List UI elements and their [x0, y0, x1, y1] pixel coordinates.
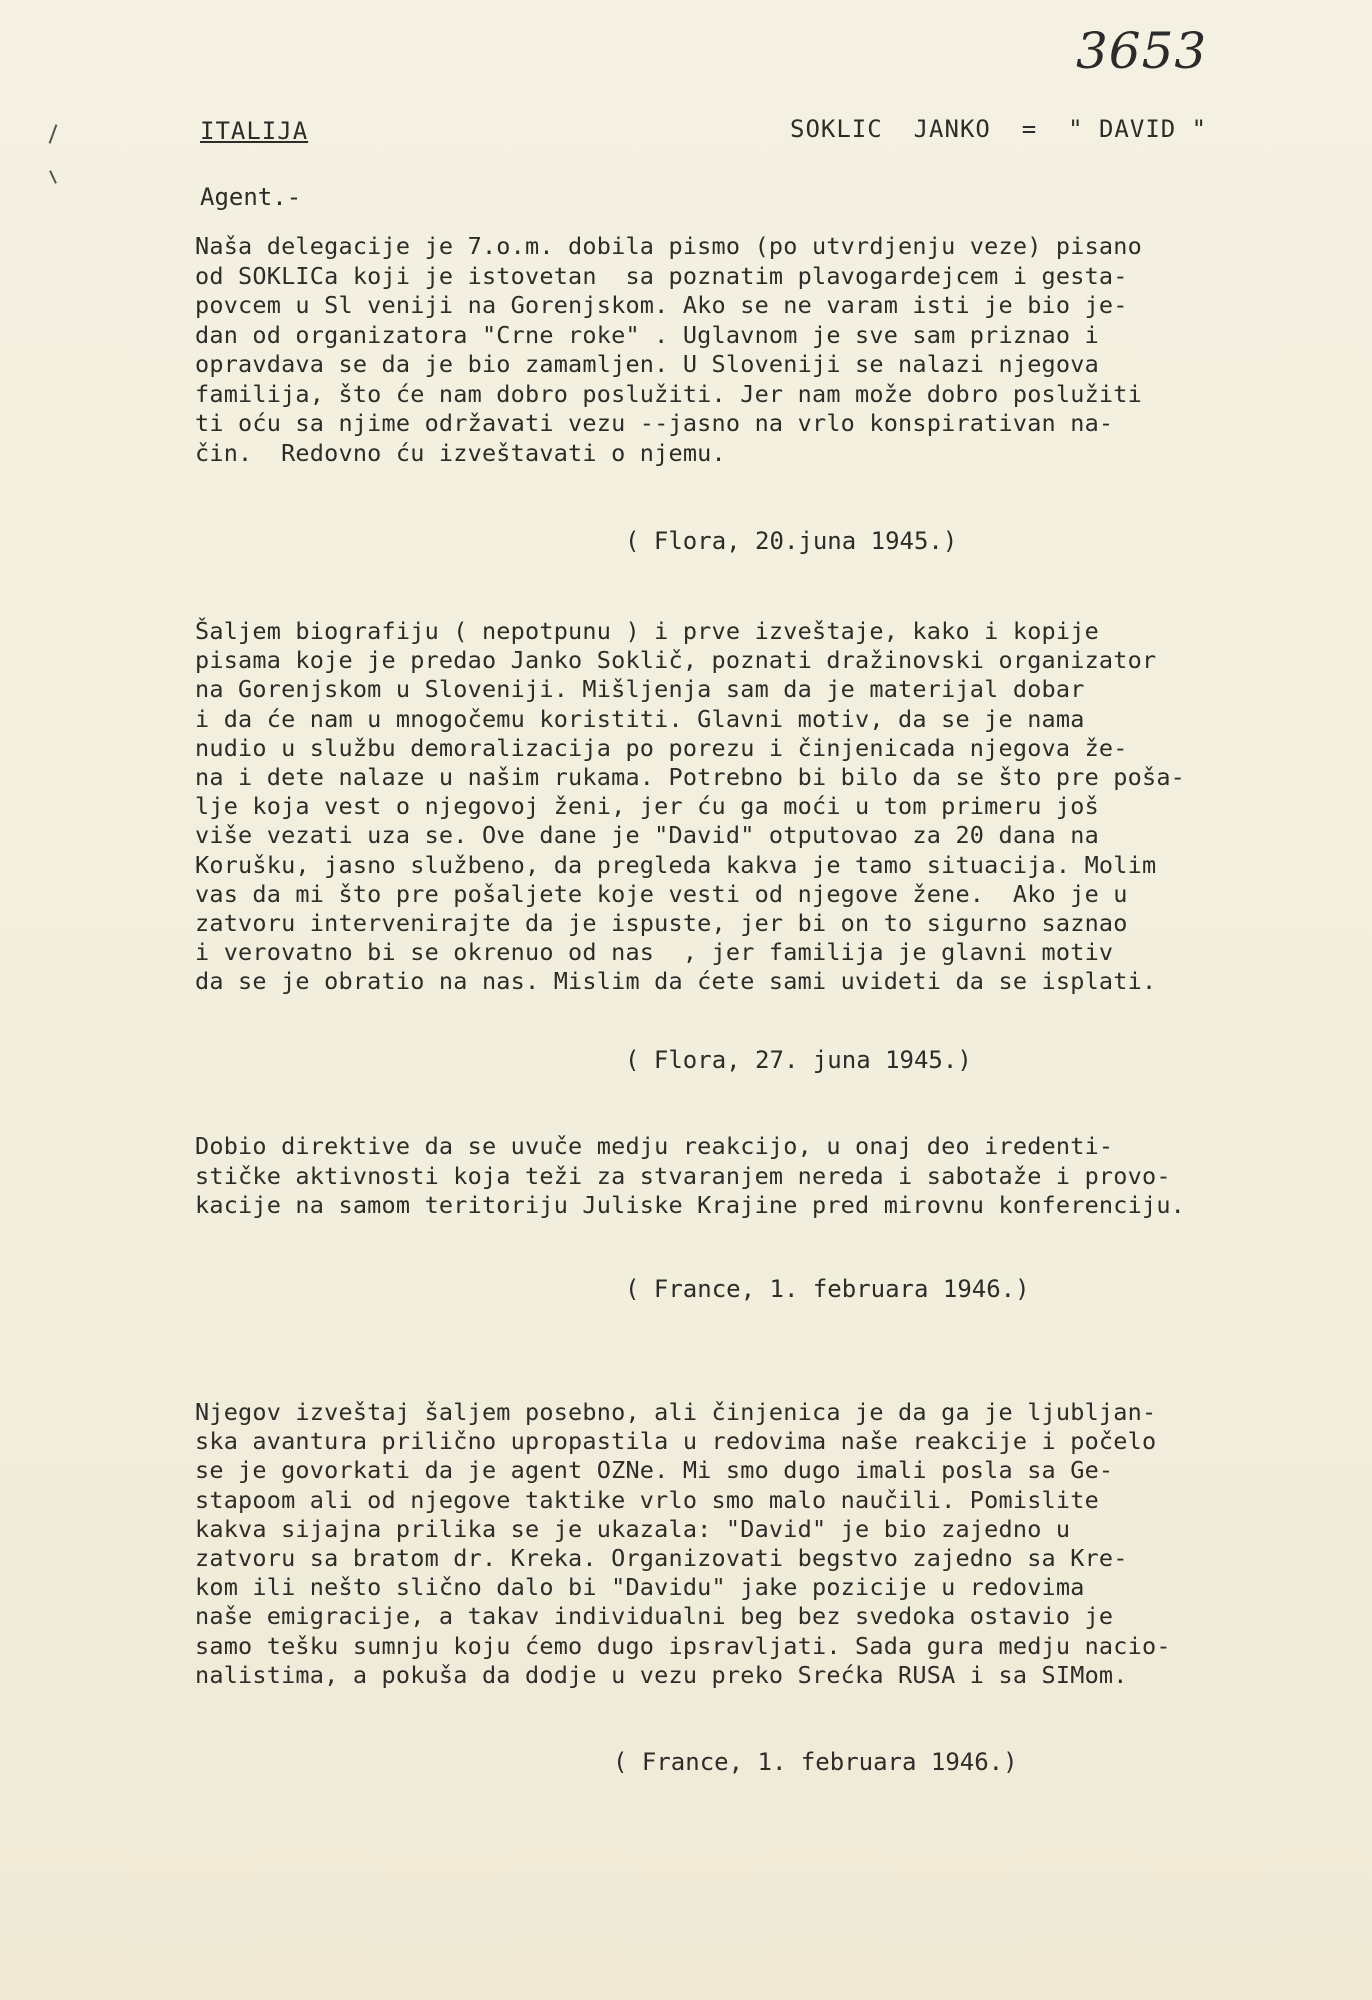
report-signature: ( France, 1. februara 1946.) [613, 1748, 1018, 1776]
margin-pencil-mark [49, 170, 57, 184]
report-signature: ( Flora, 20.juna 1945.) [625, 527, 958, 555]
report-signature: ( Flora, 27. juna 1945.) [625, 1046, 972, 1074]
margin-pencil-mark [49, 124, 58, 143]
report-paragraph: Njegov izveštaj šaljem posebno, ali činjenica je da ga je ljubljan- ska avantura prilično upropastila u redovima naše reakcije i počelo se je govorkati da je agent OZNe. Mi smo dugo imali posla sa Ge- stapoom ali od njegove taktike vrlo smo malo naučili. Pomislite kakva sijajna prilika se je ukazala: "David" je bio zajedno u zatvoru sa bratom dr. Kreka. Organizovati begstvo zajedno sa Kre- kom ili nešto slično dalo bi "Davidu" jake pozicije u redovima naše emigracije, a takav individualni beg bez svedoka ostavio je samo tešku sumnju koju ćemo dugo ipsravljati. Sada gura medju nacio- nalistima, a pokuša da dodje u vezu preko Srećka RUSA i sa SIMom. [195, 1398, 1171, 1689]
report-paragraph: Šaljem biografiju ( nepotpunu ) i prve izveštaje, kako i kopije pisama koje je predao Janko Soklič, poznati dražinovski organizator na Gorenjskom u Sloveniji. Mišljenja sam da je materijal dobar i da će nam u mnogočemu koristiti. Glavni motiv, da se je nama nudio u službu demoralizacija po porezu i činjenicada njegova že- na i dete nalaze u našim rukama. Potrebno bi bilo da se što pre poša- lje koja vest o njegovoj ženi, jer ću ga moći u tom primeru još više vezati uza se. Ove dane je "David" otputovao za 20 dana na Korušku, jasno službeno, da pregleda kakva je tamo situacija. Molim vas da mi što pre pošaljete koje vesti od njegove žene. Ako je u zatvoru intervenirajte da je ispuste, jer bi on to sigurno saznao i verovatno bi se okrenuo od nas , jer familija je glavni motiv da se je obratio na nas. Mislim da ćete sami uvideti da se isplati. [195, 617, 1186, 996]
handwritten-document-number: 3653 [1076, 22, 1208, 80]
report-signature: ( France, 1. februara 1946.) [625, 1275, 1030, 1303]
country-heading: ITALIJA [200, 117, 309, 145]
subject-heading: SOKLIC JANKO = " DAVID " [790, 115, 1208, 143]
report-paragraph: Dobio direktive da se uvuče medju reakcijo, u onaj deo iredenti- stičke aktivnosti koja teži za stvaranjem nereda i sabotaže i provo- kacije na samom teritoriju Juliske Krajine pred mirovnu konferenciju. [195, 1132, 1186, 1219]
agent-label: Agent.- [200, 183, 302, 211]
report-paragraph: Naša delegacije je 7.o.m. dobila pismo (po utvrdjenju veze) pisano od SOKLICa koji je istovetan sa poznatim plavogardejcem i gesta- povcem u Sl veniji na Gorenjskom. Ako se ne varam isti je bio je- dan od organizatora "Crne roke" . Uglavnom je sve sam priznao i opravdava se da je bio zamamljen. U Sloveniji se nalazi njegova familija, što će nam dobro poslužiti. Jer nam može dobro poslužiti ti oću sa njime održavati vezu --jasno na vrlo konspirativan na- čin. Redovno ću izveštavati o njemu. [195, 232, 1142, 467]
